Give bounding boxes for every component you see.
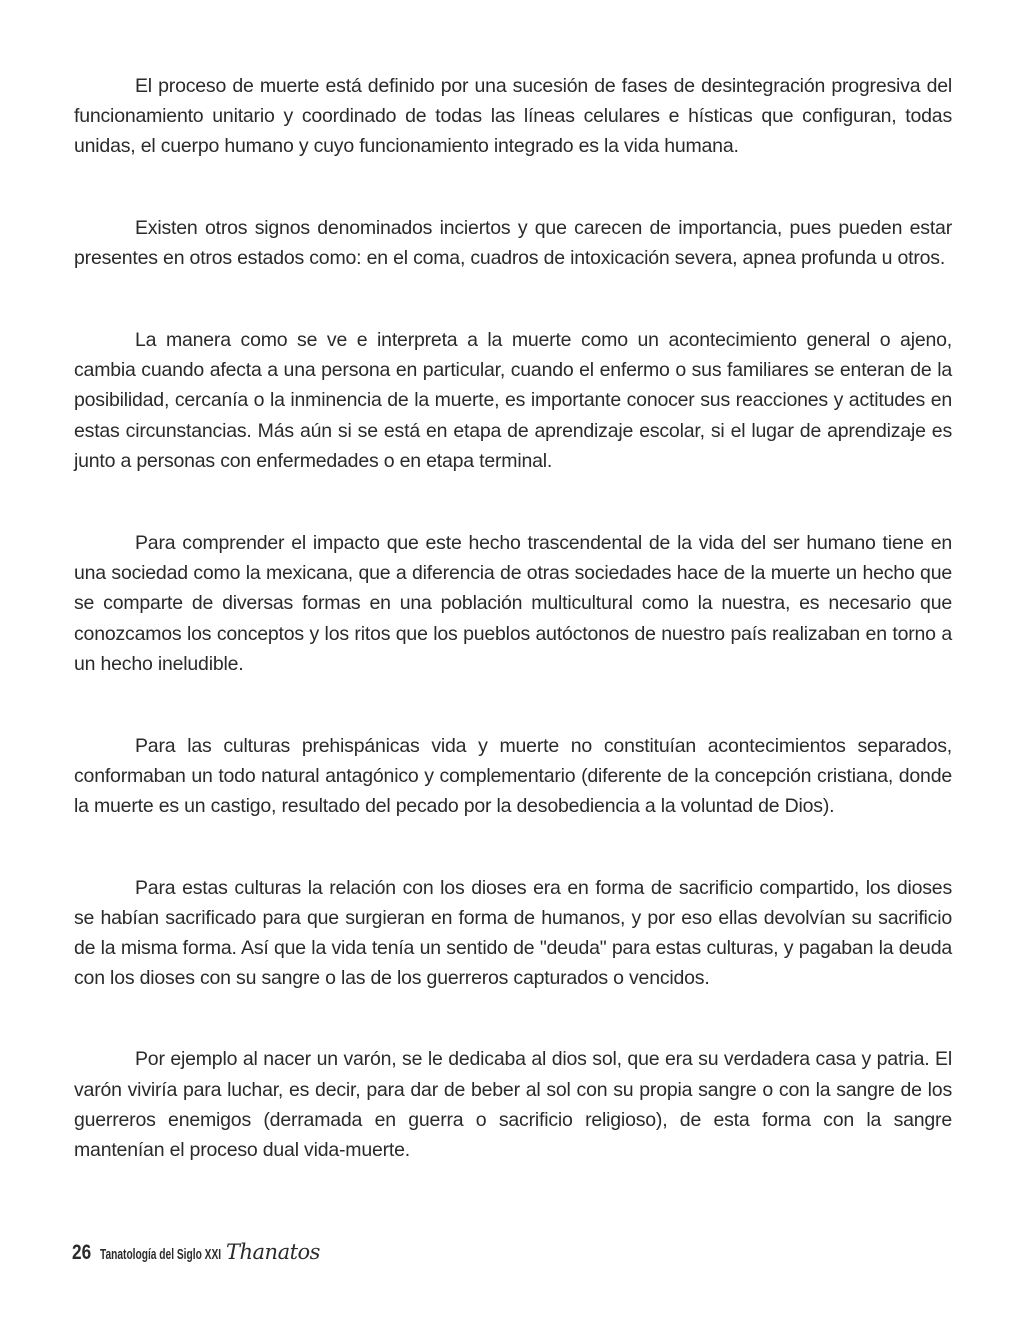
paragraph-7: Por ejemplo al nacer un varón, se le dedicaba al dios sol, que era su verdadera casa y patria. El varón viviría para luchar, es decir, para dar de beber al sol con su propia sangre o con la sangre de los guerreros enemigos (derramada en guerra o sacrificio religioso), de esta forma con la sangre mantenían el proceso dual vida-muerte. — [74, 1048, 952, 1162]
page-number: 26 — [72, 1241, 92, 1264]
page-body — [74, 71, 952, 1165]
paragraph-1: El proceso de muerte está definido por una sucesión de fases de desintegración progresiva del funcionamiento unitario y coordinado de todas las líneas celulares e hísticas que configuran, todas unidas, el cuerpo humano y cuyo funcionamiento integrado es la vida humana. — [74, 75, 952, 158]
paragraph-5: Para las culturas prehispánicas vida y muerte no constituían acontecimientos separados, conformaban un todo natural antagónico y complementario (diferente de la concepción cristiana, donde la muerte es un castigo, resultado del pecado por la desobediencia a la voluntad de Dios). — [74, 735, 952, 818]
journal-name: Tanatología del Siglo XXI — [100, 1246, 222, 1263]
thanatos-logo: Thanatos — [226, 1240, 320, 1264]
paragraph-4: Para comprender el impacto que este hecho trascendental de la vida del ser humano tiene en una sociedad como la mexicana, que a diferencia de otras sociedades hace de la muerte un hecho que se comparte de diversas formas en una población multicultural como la nuestra, es necesario que conozcamos los conceptos y los ritos que los pueblos autóctonos de nuestro país realizaban en torno a un hecho ineludible. — [74, 532, 952, 675]
page-footer — [72, 1240, 320, 1274]
paragraph-3: La manera como se ve e interpreta a la muerte como un acontecimiento general o ajeno, cambia cuando afecta a una persona en particular, cuando el enfermo o sus familiares se enteran de la posibilidad, cercanía o la inminencia de la muerte, es importante conocer sus reacciones y actitudes en estas circunstancias. Más aún si se está en etapa de aprendizaje escolar, si el lugar de aprendizaje es junto a personas con enfermedades o en etapa terminal. — [74, 329, 952, 472]
paragraph-2: Existen otros signos denominados inciertos y que carecen de importancia, pues pueden estar presentes en otros estados como: en el coma, cuadros de intoxicación severa, apnea profunda u otros. — [74, 216, 952, 269]
paragraph-6: Para estas culturas la relación con los dioses era en forma de sacrificio compartido, los dioses se habían sacrificado para que surgieran en forma de humanos, y por eso ellas devolvían su sacrificio de la misma forma. Así que la vida tenía un sentido de "deuda" para estas culturas, y pagaban la deuda con los dioses con su sangre o las de los guerreros capturados o vencidos. — [74, 876, 952, 990]
